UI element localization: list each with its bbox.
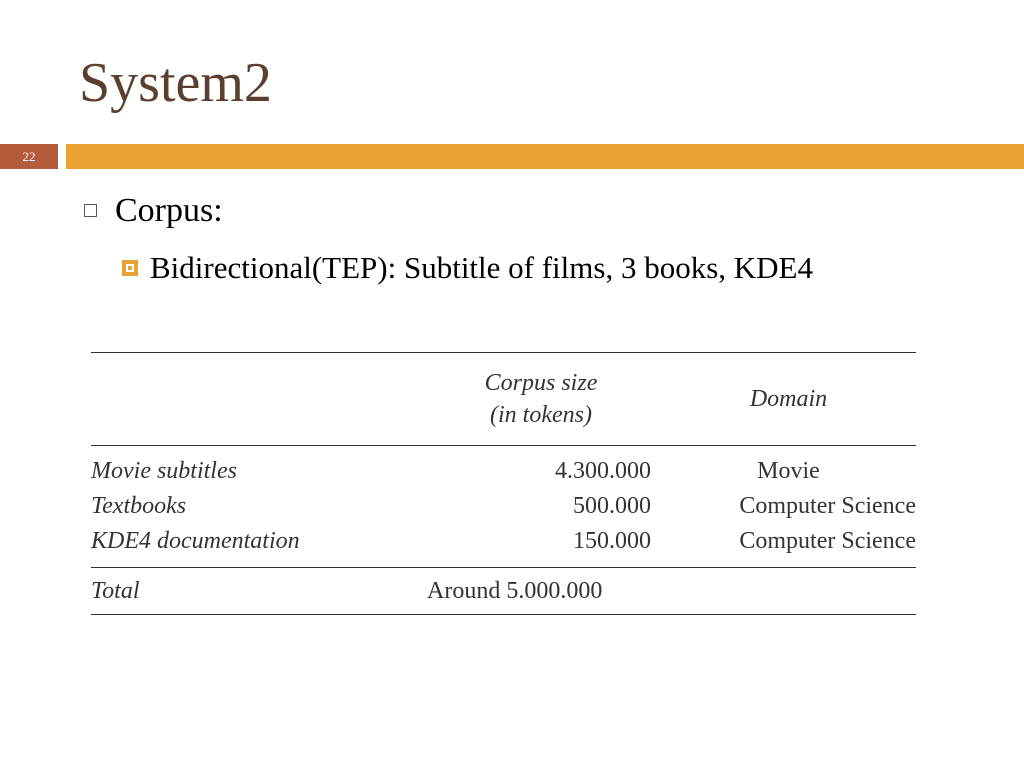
table-row bbox=[91, 489, 916, 524]
row-domain: Movie bbox=[757, 458, 820, 484]
table-total-row bbox=[91, 568, 916, 615]
accent-bar bbox=[66, 144, 1024, 169]
total-name: Total bbox=[91, 577, 140, 604]
row-size: 500.000 bbox=[573, 493, 651, 519]
table-bottom-rule bbox=[91, 615, 916, 616]
header-size-line2: (in tokens) bbox=[490, 402, 592, 428]
bullet-level2 bbox=[122, 248, 813, 288]
row-domain: Computer Science bbox=[739, 493, 916, 519]
header-domain: Domain bbox=[749, 386, 828, 412]
row-name: Textbooks bbox=[91, 493, 187, 519]
square-bullet-icon bbox=[122, 260, 138, 276]
header-corpus-size bbox=[421, 353, 661, 446]
header-size-line1: Corpus size bbox=[484, 370, 598, 396]
bullet-level2-text: Bidirectional(TEP): Subtitle of films, 3 books, KDE4 bbox=[150, 250, 813, 285]
row-name: KDE4 documentation bbox=[91, 528, 300, 554]
header-empty-cell bbox=[91, 353, 421, 446]
bullet-level1-text: Corpus: bbox=[115, 192, 223, 229]
row-size: 150.000 bbox=[573, 528, 651, 554]
table-row bbox=[91, 524, 916, 559]
table-header-row bbox=[91, 353, 916, 446]
row-name: Movie subtitles bbox=[91, 458, 237, 484]
row-domain: Computer Science bbox=[739, 528, 916, 554]
bullet-level1 bbox=[84, 190, 223, 232]
slide-number: 22 bbox=[0, 144, 58, 169]
corpus-table bbox=[91, 352, 916, 615]
table-row bbox=[91, 454, 916, 489]
row-size: 4.300.000 bbox=[555, 458, 651, 484]
slide-title: System2 bbox=[79, 52, 272, 114]
total-size: Around 5.000.000 bbox=[427, 577, 603, 604]
hollow-square-bullet-icon bbox=[84, 204, 97, 217]
